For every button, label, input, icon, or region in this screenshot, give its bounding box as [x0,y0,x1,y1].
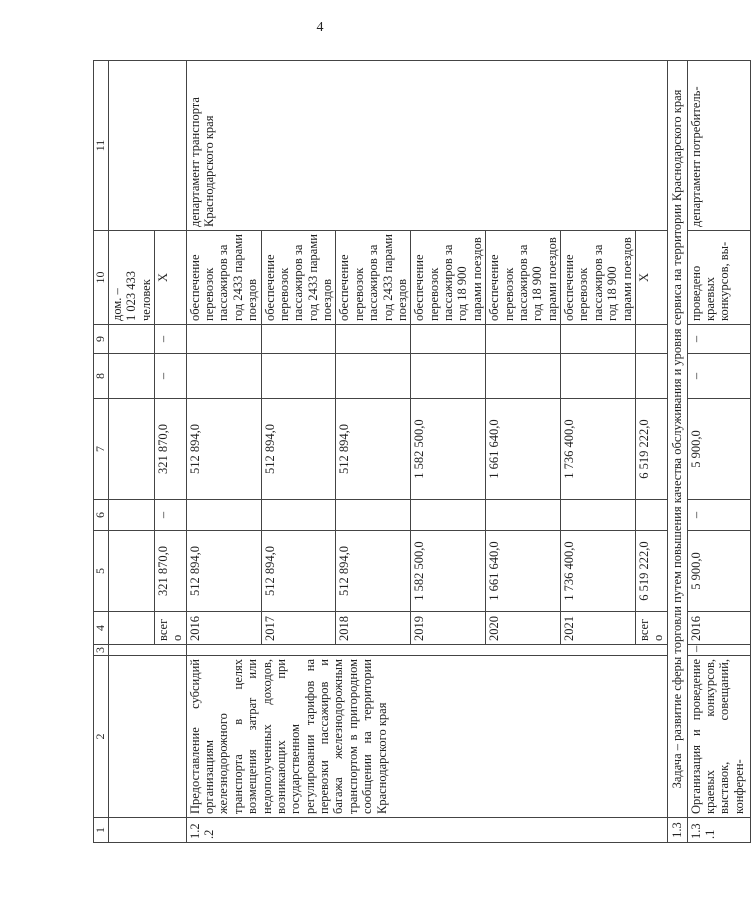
amount-cell [336,500,411,531]
amount-cell [486,354,561,399]
column-number: 9 [94,325,109,354]
result-cell: проведено краевых конкурсов, вы- [687,231,750,325]
amount-cell [186,354,261,399]
total-label: всего [154,612,186,645]
table-row [667,61,687,843]
amount-cell [411,325,486,354]
amount-cell [561,354,636,399]
table-row [108,61,154,843]
amount-cell [411,354,486,399]
item-number: 1.2.2 [186,818,667,843]
empty-cell [635,500,667,531]
amount-cell [561,325,636,354]
amount-cell: 512 894,0 [336,399,411,500]
empty-cell [108,354,154,399]
empty-cell [108,325,154,354]
task-number: 1.3 [667,818,687,843]
empty-cell [108,818,186,843]
empty-cell [108,531,154,612]
amount-cell: 1 582 500,0 [411,399,486,500]
amount-cell: 1 736 400,0 [561,531,636,612]
year-cell: 2017 [261,612,336,645]
table-row [186,61,261,843]
amount-cell: – [154,500,186,531]
amount-cell: – [687,645,750,656]
total-label: всего [635,612,667,645]
amount-cell: – [687,325,750,354]
amount-cell: – [687,500,750,531]
column-number: 8 [94,354,109,399]
amount-cell: 512 894,0 [336,531,411,612]
amount-cell: 1 661 640,0 [486,399,561,500]
column-number: 2 [94,656,109,818]
column-number: 4 [94,612,109,645]
result-cell: X [154,231,186,325]
amount-cell: – [154,325,186,354]
amount-cell: – [154,354,186,399]
amount-cell [336,354,411,399]
amount-cell [561,500,636,531]
task-heading: Задача – развитие сферы торговли путем повышения качества обслуживания и уровня сервиса на территории Краснодарского края [667,61,687,818]
year-cell: 2018 [336,612,411,645]
amount-cell: 1 582 500,0 [411,531,486,612]
year-cell: 2021 [561,612,636,645]
empty-cell [635,325,667,354]
empty-cell [186,645,667,656]
empty-cell [108,500,154,531]
amount-cell: – [687,354,750,399]
column-number: 5 [94,531,109,612]
year-cell: 2020 [486,612,561,645]
table-row [687,61,750,843]
amount-cell: 321 870,0 [154,399,186,500]
result-cell: обеспечение перевозок пассажиров за год 2433 парами поездов [261,231,336,325]
rotated-table-container [93,61,746,843]
result-cell: обеспечение перевозок пассажиров за год 18 900 парами поездов [411,231,486,325]
amount-cell: 1 661 640,0 [486,531,561,612]
amount-cell [186,500,261,531]
amount-cell: 321 870,0 [154,531,186,612]
empty-cell [108,656,186,818]
item-number: 1.3.1 [687,818,750,843]
amount-cell: 512 894,0 [261,531,336,612]
amount-cell [411,500,486,531]
result-cell: обеспечение перевозок пассажиров за год 2433 парами поездов [186,231,261,325]
people-served-cell: дом. – 1 023 433 человек [108,231,154,325]
empty-cell [108,399,154,500]
result-cell: обеспечение перевозок пассажиров за год 18 900 парами поездов [561,231,636,325]
column-number-row [94,61,109,843]
empty-cell [108,61,186,231]
responsible-cell: департамент транспорта Краснодарского края [186,61,667,231]
column-number: 10 [94,231,109,325]
amount-cell [261,325,336,354]
column-number: 7 [94,399,109,500]
amount-cell [336,325,411,354]
column-number: 6 [94,500,109,531]
amount-cell: 512 894,0 [186,399,261,500]
year-cell: 2016 [687,612,750,645]
amount-cell: 6 519 222,0 [635,531,667,612]
column-number: 3 [94,645,109,656]
activities-table [93,60,751,843]
item-description: Предоставление субсидий организациям железнодорожного транспорта в целях возмещения затрат или недополученных доходов, возникающих при государственном регулировании тарифов на перевозки пассажиров и багажа железнодорожным транспортом в пригородном сообщении на территории Краснодарского края [186,656,667,818]
year-cell: 2016 [186,612,261,645]
empty-cell [108,612,154,645]
amount-cell [261,354,336,399]
amount-cell: 5 900,0 [687,531,750,612]
amount-cell [486,500,561,531]
result-cell: обеспечение перевозок пассажиров за год 2433 парами поездов [336,231,411,325]
amount-cell [186,325,261,354]
page-number: 4 [316,20,324,35]
result-cell: X [635,231,667,325]
amount-cell: 1 736 400,0 [561,399,636,500]
responsible-cell: департамент потребитель- [687,61,750,231]
year-cell: 2019 [411,612,486,645]
empty-cell [635,354,667,399]
amount-cell [261,500,336,531]
amount-cell: 512 894,0 [261,399,336,500]
item-description: Организация и проведение краевых конкурсов, выставок, совещаний, конферен- [687,656,750,818]
column-number: 11 [94,61,109,231]
result-cell: обеспечение перевозок пассажиров за год 18 900 парами поездов [486,231,561,325]
column-number: 1 [94,818,109,843]
amount-cell: 5 900,0 [687,399,750,500]
amount-cell: 6 519 222,0 [635,399,667,500]
amount-cell: 512 894,0 [186,531,261,612]
amount-cell [486,325,561,354]
empty-cell [108,645,186,656]
